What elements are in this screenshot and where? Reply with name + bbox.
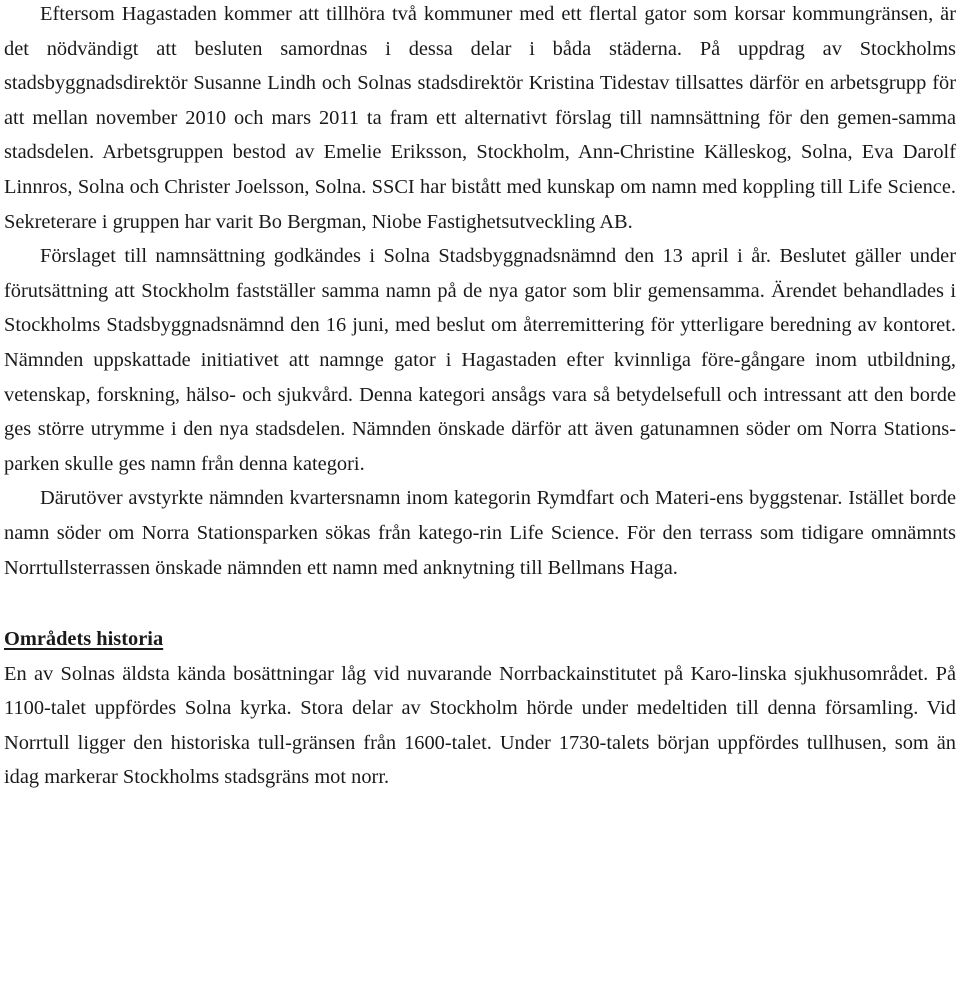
paragraph-history (4, 657, 956, 795)
paragraph-approval-text: Förslaget till namnsättning godkändes i Solna Stadsbyggnadsnämnd den 13 april i år. Beslutet gäller under förutsättning att Stockholm fastställer samma namn på de nya gator som blir gemensamma. Ärendet behandlades i Stockholms Stadsbyggnadsnämnd den 16 juni, med beslut om återremittering för ytterligare beredning av kontoret. Nämnden uppskattade initiativet att namnge gator i Hagastaden efter kvinnliga före-gångare inom utbildning, vetenskap, forskning, hälso- och sjukvård. Denna kategori ansågs vara så betydelsefull och intressant att den borde ges större utrymme i den nya stadsdelen. Nämnden önskade därför att även gatunamnen söder om Norra Stations-parken skulle ges namn från denna kategori. (4, 245, 956, 475)
paragraph-objection (4, 481, 956, 585)
document-page (4, 0, 956, 1002)
paragraph-history-text: En av Solnas äldsta kända bosättningar låg vid nuvarande Norrbackainstitutet på Karo-linska sjukhusområdet. På 1100-talet uppfördes Solna kyrka. Stora delar av Stockholm hörde under medeltiden till denna församling. Vid Norrtull ligger den historiska tull-gränsen från 1600-talet. Under 1730-talets början uppfördes tullhusen, som än idag markerar Stockholms stadsgräns mot norr. (4, 662, 956, 789)
paragraph-objection-text: Därutöver avstyrkte nämnden kvartersnamn inom kategorin Rymdfart och Materi-ens byggstenar. Istället borde namn söder om Norra Stationsparken sökas från katego-rin Life Science. För den terrass som tidigare omnämnts Norrtullsterrassen önskade nämnden ett namn med anknytning till Bellmans Haga. (4, 487, 956, 579)
paragraph-coordination-part-3: Arbetsgruppen bestod av Emelie Eriksson, Stockholm, Ann-Christine Källeskog, Solna, Eva Darolf Linnros, Solna och Christer Joelsson, Solna. SSCI har bistått med kunskap om namn med koppling till Life Science. Sekreterare i gruppen har varit Bo Bergman, Niobe Fastighetsutveckling AB. (4, 141, 956, 233)
paragraph-coordination-part-1: Eftersom Hagastaden kommer att tillhöra två kommuner med ett flertal gator som korsar kommungränsen, är det nödvändigt att besluten samordnas i dessa delar i båda städerna. (4, 3, 956, 60)
section-heading: Områdets historia (4, 628, 164, 651)
paragraph-coordination (4, 0, 956, 239)
paragraph-coordination-part-2: På uppdrag av Stockholms stadsbyggnadsdirektör Susanne Lindh och Solnas stadsdirektör Kristina Tidestav tillsattes därför en arbetsgrupp för att mellan november 2010 och mars 2011 ta fram ett alternativt förslag till namnsättning för den gemen-samma stadsdelen. (4, 37, 956, 164)
paragraph-approval (4, 239, 956, 481)
